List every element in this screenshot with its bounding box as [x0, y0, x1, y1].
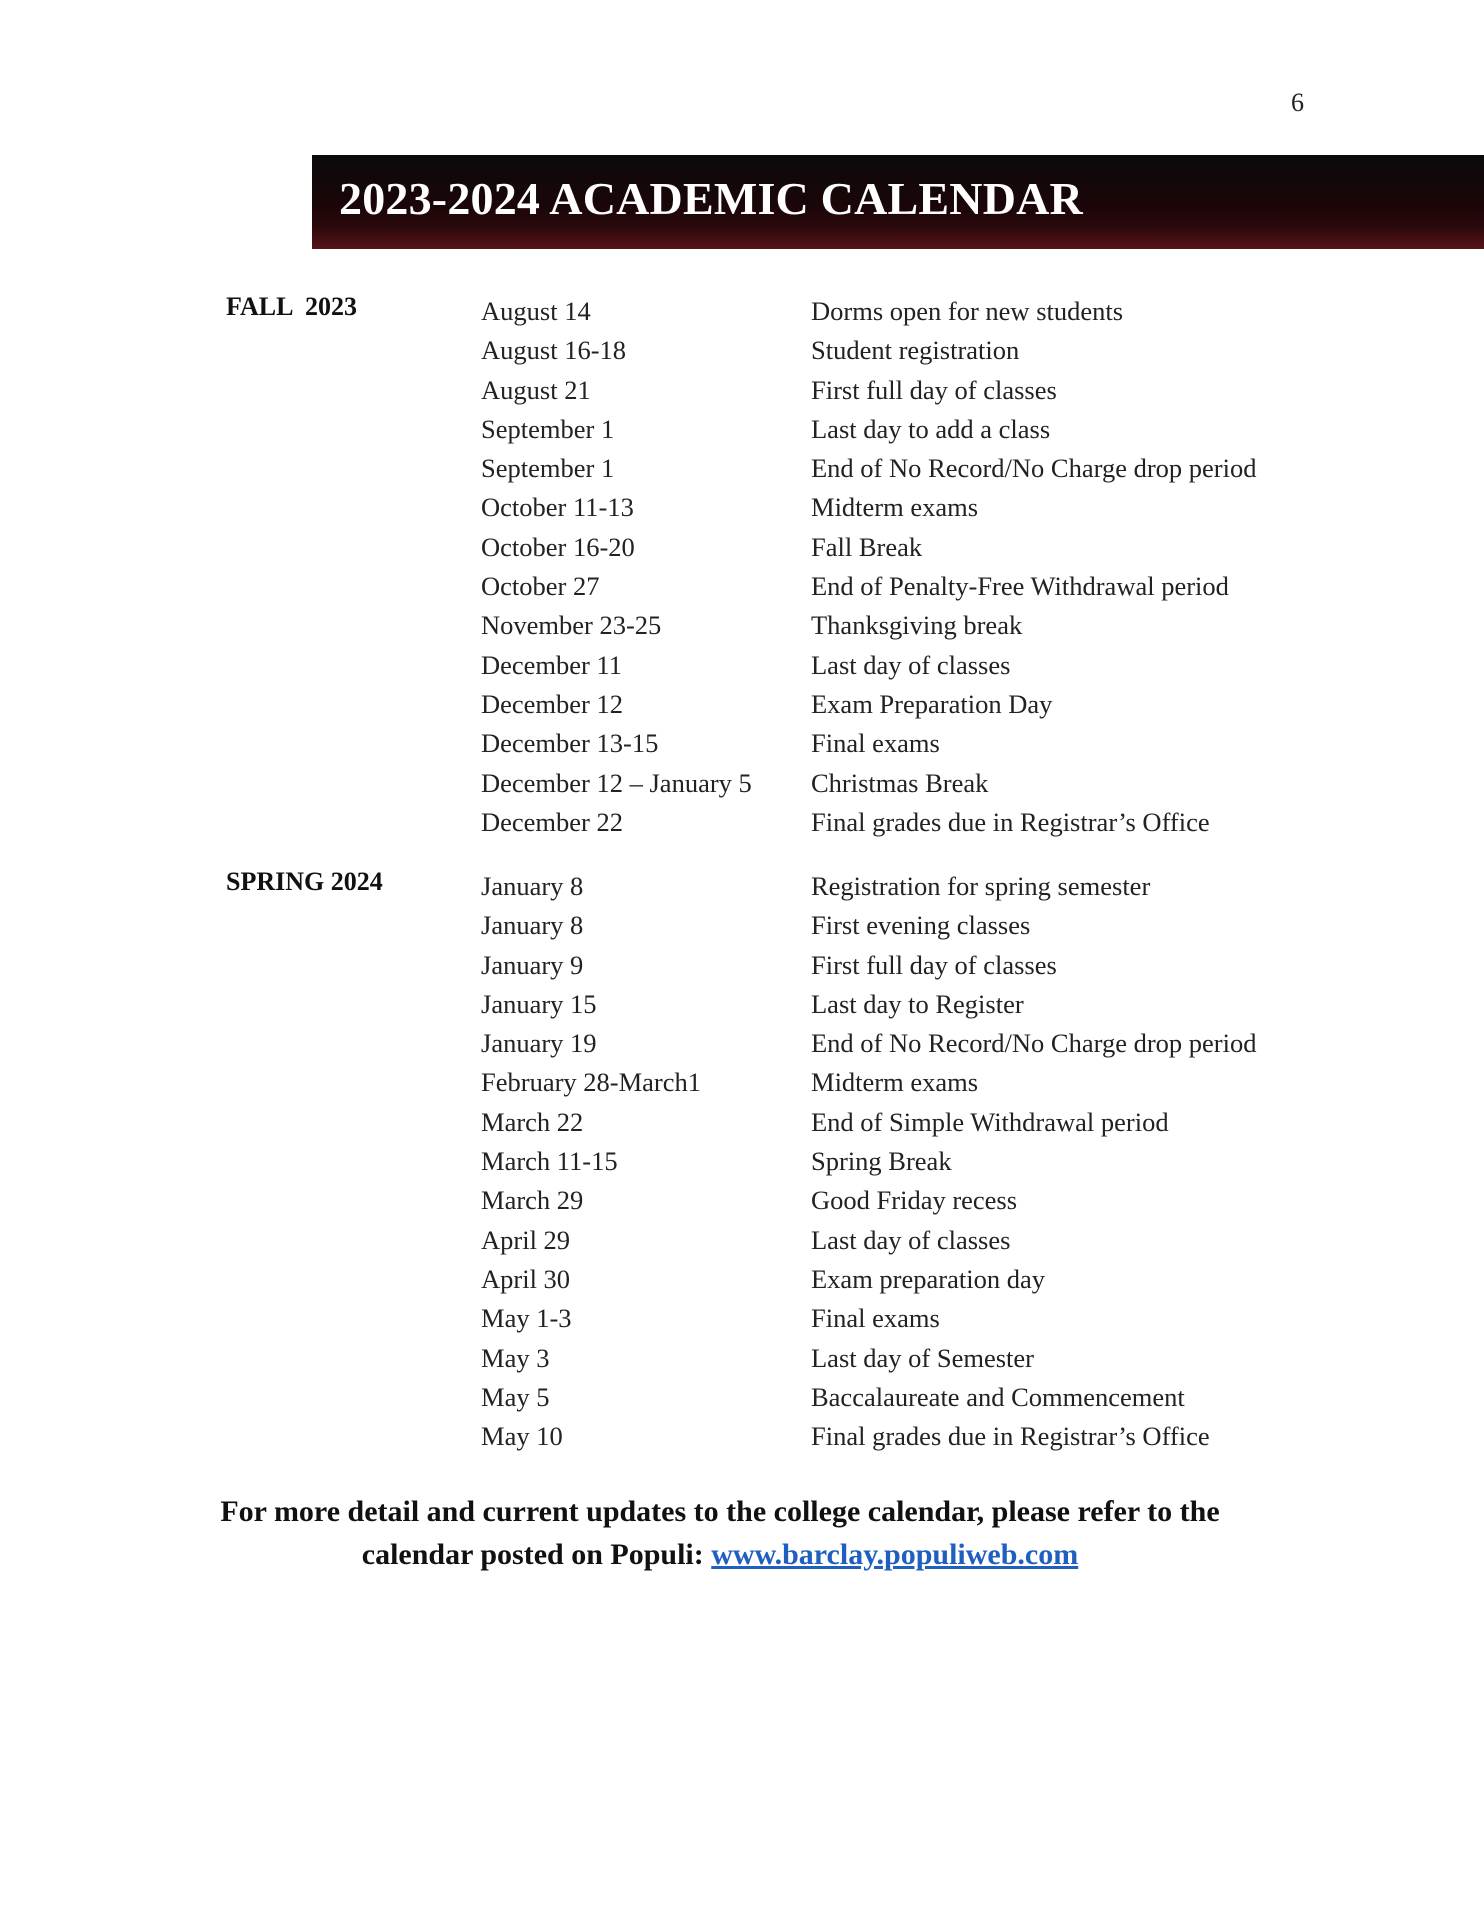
schedule-event: Last day of Semester [811, 1342, 1034, 1373]
schedule-date: January 15 [481, 988, 597, 1019]
footer-note-line-1: For more detail and current updates to the college calendar, please refer to the [220, 1495, 1220, 1528]
schedule-event: Final grades due in Registrar’s Office [811, 1421, 1210, 1452]
schedule-event: End of No Record/No Charge drop period [811, 453, 1257, 484]
footer-note-line-2-text: calendar posted on Populi: [361, 1538, 712, 1571]
schedule-event: End of No Record/No Charge drop period [811, 1028, 1257, 1059]
schedule-event: Exam preparation day [811, 1263, 1045, 1294]
schedule-date: December 12 [481, 688, 623, 719]
schedule-date: January 9 [481, 949, 584, 980]
schedule-date: September 1 [481, 453, 615, 484]
schedule-date: December 11 [481, 649, 623, 680]
calendar-title-banner [312, 155, 1484, 249]
page-number: 6 [1291, 88, 1304, 117]
schedule-event: Spring Break [811, 1146, 952, 1177]
schedule-event: Last day of classes [811, 649, 1011, 680]
schedule-event: Final exams [811, 1303, 940, 1334]
schedule-event: Exam Preparation Day [811, 688, 1053, 719]
footer-note-line-2 [160, 1533, 1280, 1576]
schedule-event: Registration for spring semester [811, 871, 1151, 901]
schedule-event: Final grades due in Registrar’s Office [811, 806, 1210, 837]
schedule-event: Baccalaureate and Commencement [811, 1381, 1185, 1412]
schedule-date: September 1 [481, 413, 615, 444]
page-title: 2023-2024 ACADEMIC CALENDAR [339, 173, 1083, 224]
schedule-event: Student registration [811, 335, 1020, 366]
schedule-date: February 28-March1 [481, 1067, 702, 1098]
schedule-event: Good Friday recess [811, 1185, 1018, 1216]
schedule-event: Fall Break [811, 531, 923, 562]
schedule-event: First evening classes [811, 910, 1031, 941]
schedule-date: March 29 [481, 1185, 584, 1216]
schedule-date: December 22 [481, 806, 623, 837]
schedule-event: Thanksgiving break [811, 610, 1023, 641]
schedule-event: Christmas Break [811, 767, 989, 798]
schedule-date: October 11-13 [481, 492, 634, 523]
schedule-event: Last day of classes [811, 1224, 1011, 1255]
schedule-date: December 13-15 [481, 728, 659, 759]
schedule-date: March 22 [481, 1106, 584, 1137]
schedule-event: Final exams [811, 728, 940, 759]
schedule-event: First full day of classes [811, 374, 1057, 405]
schedule-event: Midterm exams [811, 492, 979, 523]
schedule-event: End of Simple Withdrawal period [811, 1106, 1169, 1137]
schedule-date: May 10 [481, 1421, 563, 1452]
term-label-fall: FALL 2023 [226, 292, 357, 321]
schedule-date: May 1-3 [481, 1303, 572, 1334]
schedule-date: October 16-20 [481, 531, 635, 562]
schedule-event: End of Penalty-Free Withdrawal period [811, 571, 1229, 602]
schedule-event: Midterm exams [811, 1067, 979, 1098]
schedule-date: May 3 [481, 1342, 550, 1373]
calendar-footer-note [160, 1490, 1280, 1576]
term-label-spring: SPRING 2024 [226, 867, 383, 896]
schedule-event: Last day to Register [811, 988, 1024, 1019]
schedule-date: December 12 – January 5 [481, 767, 752, 798]
schedule-date: August 14 [481, 296, 591, 326]
schedule-event: Dorms open for new students [811, 296, 1124, 326]
schedule-date: March 11-15 [481, 1146, 618, 1177]
schedule-event: First full day of classes [811, 949, 1057, 980]
schedule-date: August 21 [481, 374, 591, 405]
schedule-date: August 16-18 [481, 335, 627, 366]
schedule-date: April 30 [481, 1263, 571, 1294]
schedule-date: January 19 [481, 1028, 597, 1059]
schedule-date: January 8 [481, 910, 584, 941]
populi-calendar-link[interactable]: www.barclay.populiweb.com [711, 1538, 1079, 1571]
schedule-date: January 8 [481, 871, 584, 901]
schedule-date: April 29 [481, 1224, 571, 1255]
schedule-date: May 5 [481, 1381, 550, 1412]
schedule-event: Last day to add a class [811, 413, 1051, 444]
schedule-date: October 27 [481, 571, 600, 602]
schedule-date: November 23-25 [481, 610, 662, 641]
